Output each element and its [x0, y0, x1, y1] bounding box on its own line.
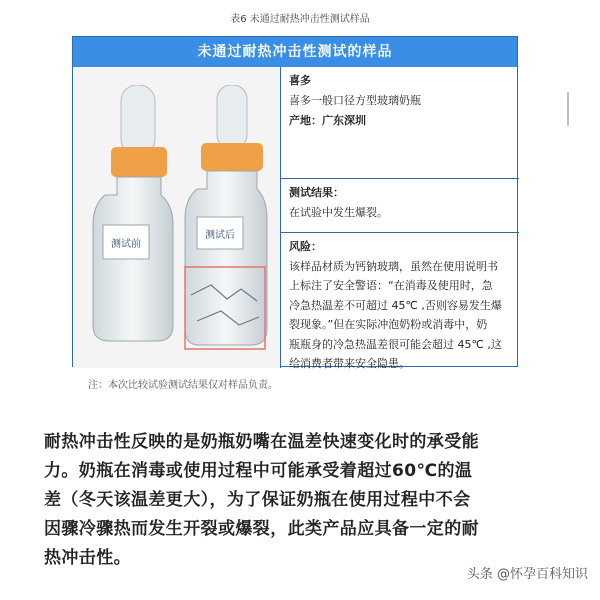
- risk-line: 裂现象。”但在实际冲泡奶粉或消毒中，奶: [289, 318, 488, 331]
- table-caption: 表6 未通过耐热冲击性测试样品: [230, 14, 370, 25]
- paragraph-line: 耐热冲击性反映的是奶瓶奶嘴在温差快速变化时的承受能: [44, 432, 479, 452]
- product-brand: 喜多: [289, 74, 311, 87]
- risk-line: 上标注了安全警语：“在消毒及使用时，急: [289, 279, 493, 292]
- article-paragraph: [44, 428, 560, 573]
- table-note: 注：本次比较试验测试结果仅对样品负责。: [88, 380, 278, 391]
- paragraph-line: 力。奶瓶在消毒或使用过程中可能承受着超过60℃的温: [44, 461, 473, 481]
- bottle-after-icon: [185, 85, 267, 349]
- paragraph-line: 热冲击性。: [44, 548, 131, 568]
- risk-line: 该样品材质为钙钠玻璃，虽然在使用说明书: [289, 259, 498, 273]
- table-header: 未通过耐热冲击性测试的样品: [73, 37, 517, 67]
- bottle-photo: [73, 67, 281, 368]
- result-text: 在试验中发生爆裂。: [289, 206, 388, 219]
- paragraph-line: 差（冬天该温差更大），为了保证奶瓶在使用过程中不会: [44, 490, 471, 510]
- result-title: 测试结果：: [289, 186, 344, 199]
- source-watermark: 头条 @怀孕百科知识: [467, 563, 588, 582]
- product-info-cell: [281, 67, 519, 179]
- before-label: 测试前: [111, 239, 141, 250]
- risk-line: 瓶瓶身的冷急热温差很可能会超过 45℃ ,这: [289, 337, 502, 351]
- test-result-cell: [281, 179, 519, 233]
- risk-line: 冷急热温差不可超过 45℃ ,否则容易发生爆: [289, 298, 502, 312]
- product-origin: 产地：广东深圳: [289, 114, 366, 127]
- risk-title: 风险：: [289, 240, 322, 253]
- sample-table: [72, 36, 518, 370]
- paragraph-line: 因骤冷骤热而发生开裂或爆裂，此类产品应具备一定的耐: [44, 519, 479, 539]
- product-name: 喜多一般口径方型玻璃奶瓶: [289, 94, 421, 107]
- scrollbar[interactable]: [567, 92, 569, 126]
- bottle-before-icon: [93, 85, 173, 341]
- risk-line: 给消费者带来安全隐患。: [289, 357, 410, 370]
- risk-cell: [281, 233, 519, 368]
- after-label: 测试后: [205, 230, 235, 241]
